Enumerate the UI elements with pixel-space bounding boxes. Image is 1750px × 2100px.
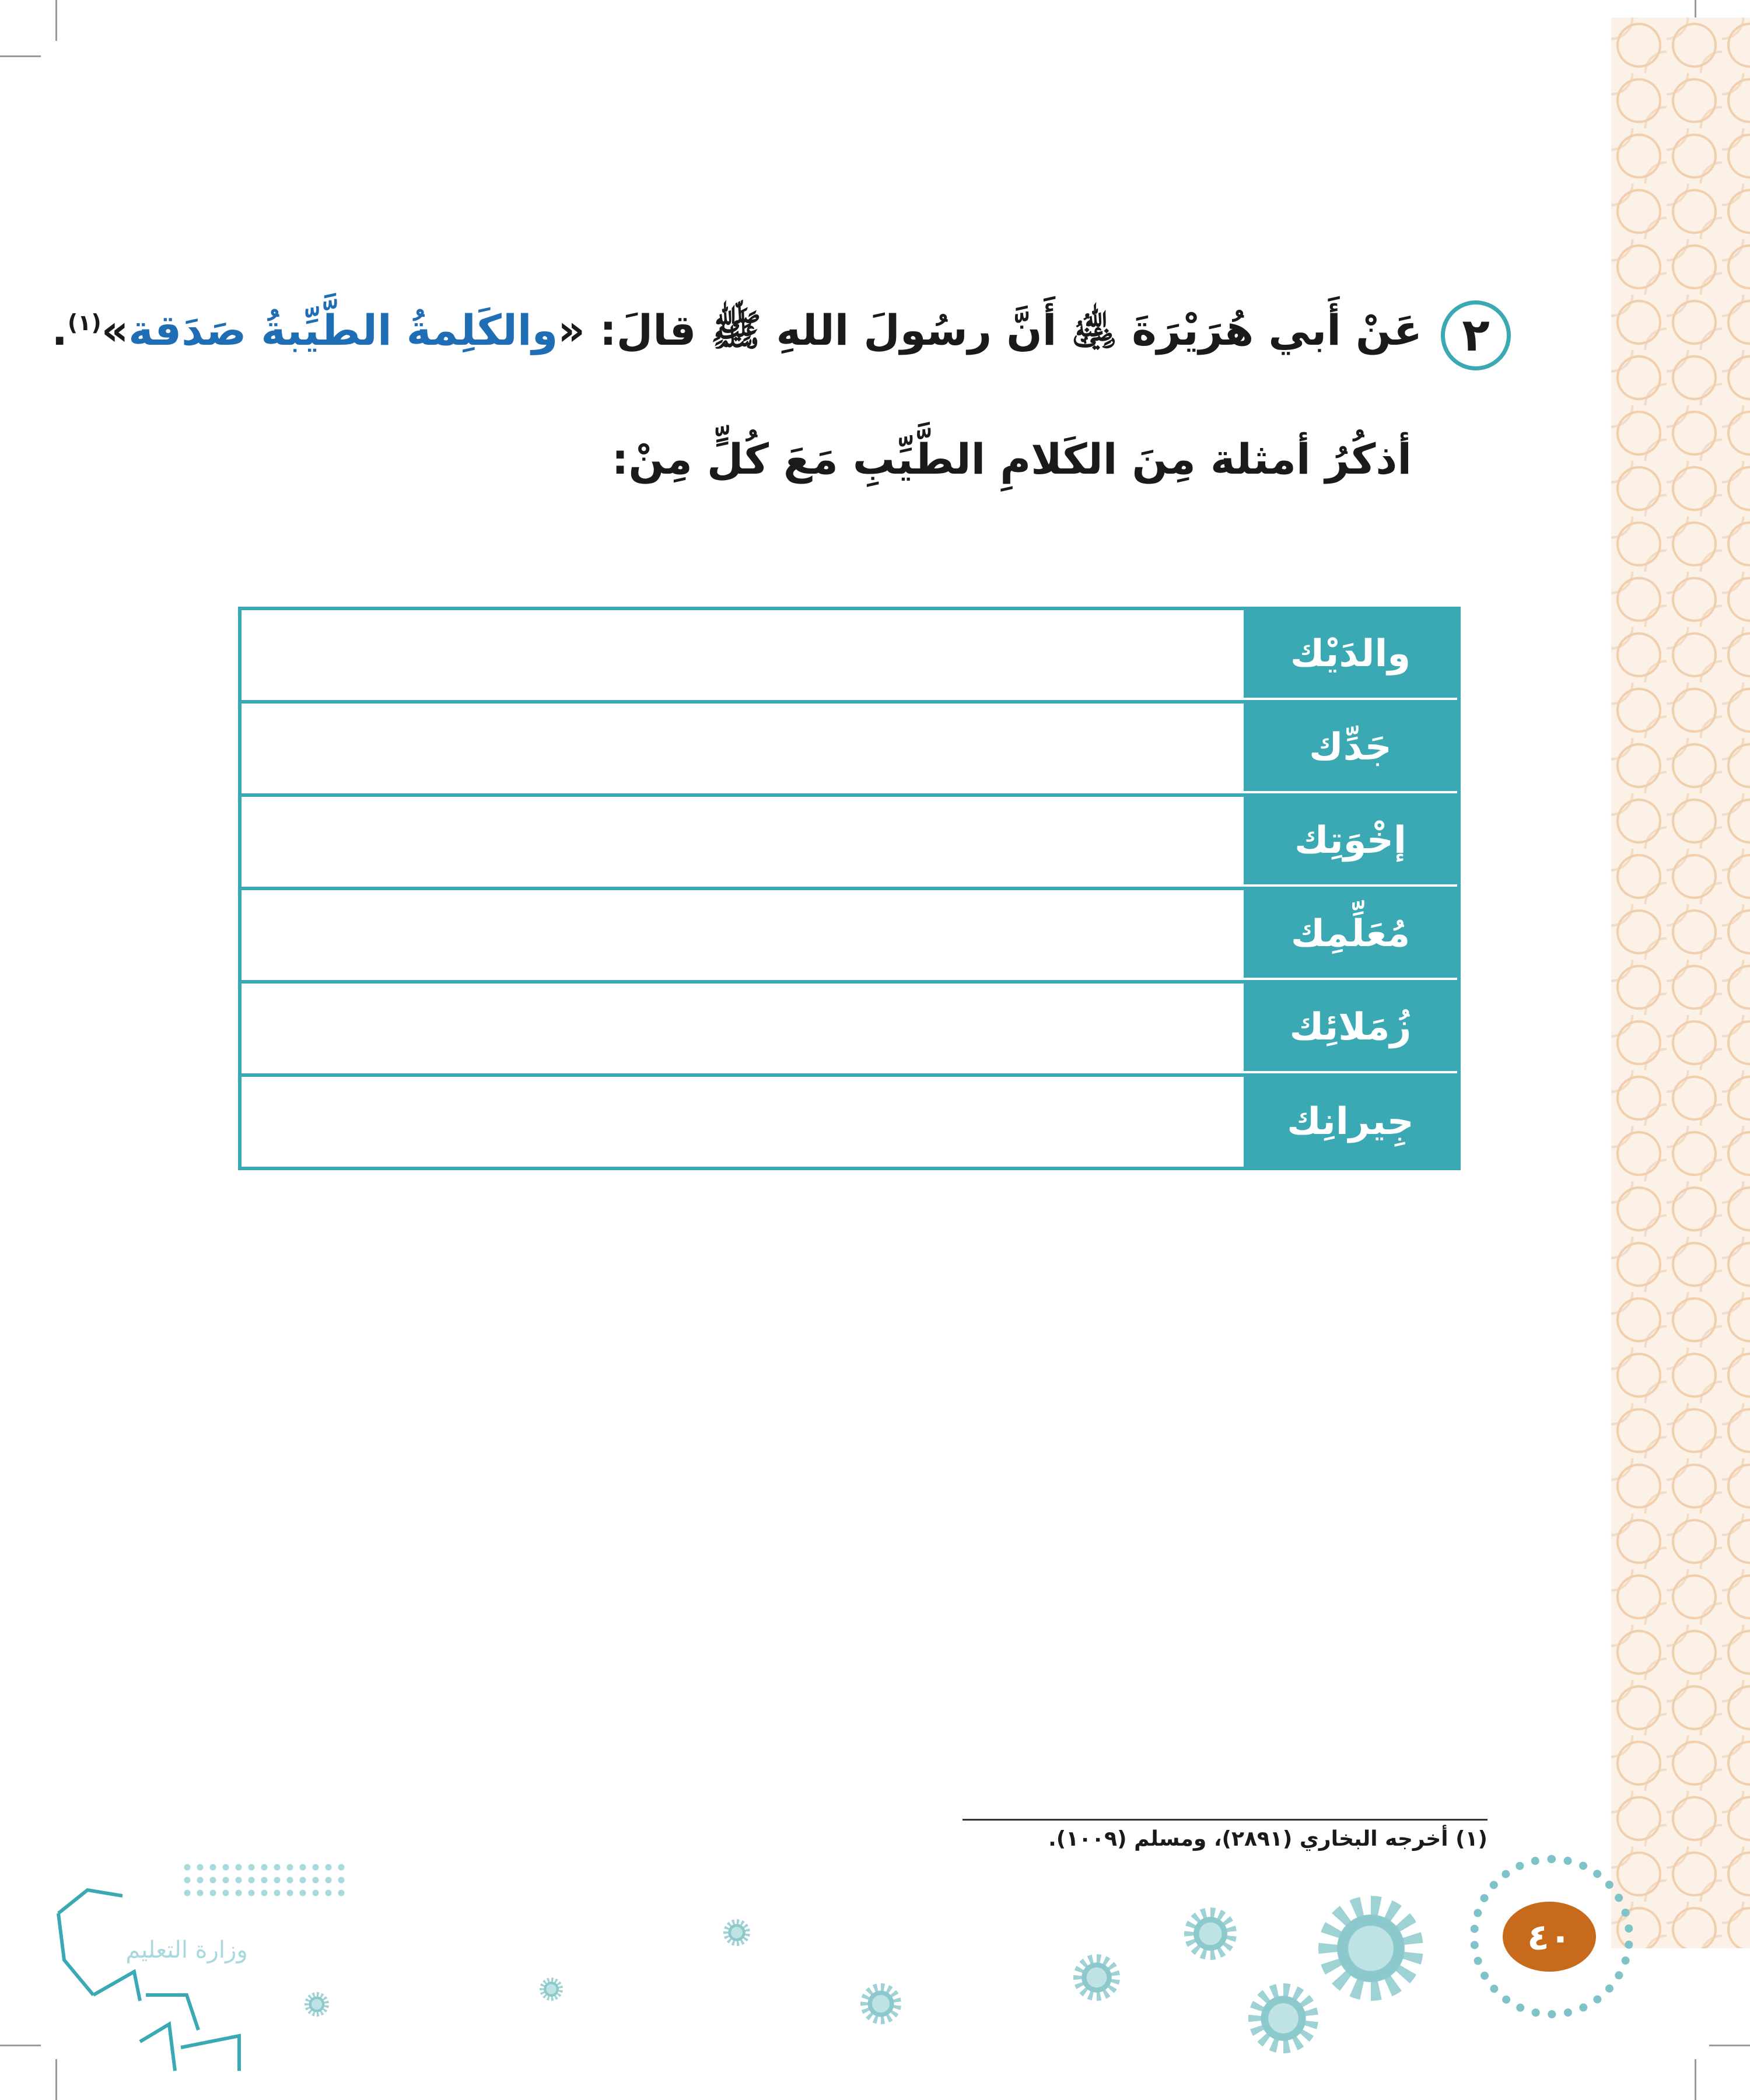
table-row <box>242 980 1457 1073</box>
hadith-quote: والكَلِمةُ الطَّيِّبةُ صَدَقة <box>128 306 558 355</box>
table-row <box>242 700 1457 793</box>
answer-cell[interactable] <box>242 890 1244 980</box>
logo-dots <box>181 1861 350 1902</box>
rosette-ornament <box>540 1978 563 2001</box>
question-instruction: أذكُرُ أمثلة مِنَ الكَلامِ الطَّيِّبِ مَعَ كُلٍّ مِنْ: <box>611 435 1412 484</box>
footnote-divider <box>963 1819 1488 1821</box>
row-label: جِيرانِك <box>1244 1077 1457 1167</box>
ministry-logo-text: وزارة التعليم <box>125 1937 248 1964</box>
question-number: ٢ <box>1462 309 1490 362</box>
decorative-pattern-strip <box>1611 18 1750 1948</box>
sentence-end: . <box>51 306 68 355</box>
row-label: إخْوَتِك <box>1244 797 1457 887</box>
rosette-ornament <box>1318 1896 1423 2001</box>
answer-cell[interactable] <box>242 1077 1244 1167</box>
rosette-ornament <box>1248 1983 1318 2053</box>
quote-close: » <box>101 306 129 355</box>
crop-mark <box>1709 2045 1750 2046</box>
rosette-ornament <box>860 1983 901 2024</box>
table-row <box>242 1073 1457 1167</box>
question-text <box>51 305 1422 366</box>
row-label: زُمَلائِك <box>1244 984 1457 1073</box>
row-label: مُعَلِّمِك <box>1244 890 1457 980</box>
footnote-reference: (١) <box>67 310 102 335</box>
answer-cell[interactable] <box>242 797 1244 887</box>
page-number-badge <box>1503 1902 1596 1972</box>
table-row <box>242 793 1457 887</box>
answer-cell[interactable] <box>242 704 1244 793</box>
page-number: ٤٠ <box>1527 1915 1572 1958</box>
crop-mark <box>0 2045 41 2046</box>
crop-mark <box>1695 2059 1696 2100</box>
rosette-ornament <box>1073 1954 1120 2001</box>
answer-cell[interactable] <box>242 610 1244 700</box>
answer-table <box>238 607 1461 1170</box>
row-label: والدَيْك <box>1244 610 1457 700</box>
row-label: جَدِّك <box>1244 704 1457 793</box>
table-row <box>242 887 1457 980</box>
question-number-badge <box>1441 300 1511 370</box>
rosette-ornament <box>723 1919 750 1946</box>
crop-mark <box>0 55 41 57</box>
crop-mark <box>55 0 57 41</box>
question-header <box>51 300 1511 370</box>
hadith-intro: عَنْ أَبي هُرَيْرَةَ ﵁ أَنَّ رسُولَ اللهِ ﷺ قالَ: « <box>558 306 1422 355</box>
rosette-ornament <box>1184 1908 1237 1960</box>
footnote: (١) أخرجه البخاري (٢٨٩١)، ومسلم (١٠٠٩). <box>1048 1827 1488 1851</box>
table-row <box>242 610 1457 700</box>
answer-cell[interactable] <box>242 984 1244 1073</box>
